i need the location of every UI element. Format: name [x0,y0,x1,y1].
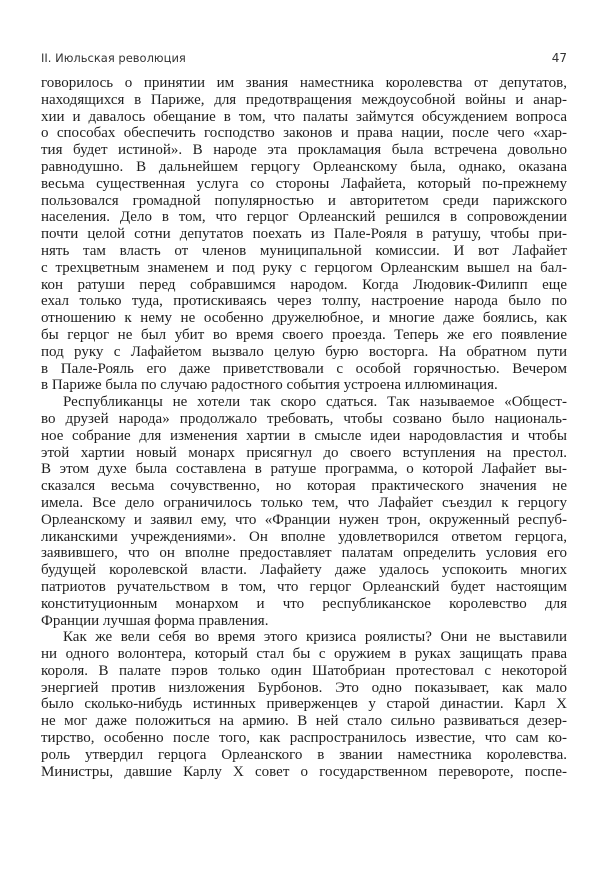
text-line: Как же вели себя во время этого кризиса роялисты? Они не выставили [63,629,567,646]
text-line: в Пале-Рояль его даже приветствовали с особой горячностью. Вечером [41,360,567,377]
text-line: имела. Все дело ограничилось только тем, что Лафайет съездил к герцогу [41,494,567,511]
page-number: 47 [551,51,567,65]
text-line: Республиканцы не хотели так скоро сдаться. Так называемое «Общест- [63,394,567,411]
text-line: В этом духе была составлена в ратуше программа, о которой Лафайет вы- [41,461,567,478]
text-line: роль утвердил герцога Орлеанского в звании наместника королевства. [41,746,567,763]
paragraph [41,75,567,394]
text-line: сказался весьма сочувственно, но которая практического значения не [41,478,567,495]
text-line: ликанскими учреждениями». Он вполне удовлетворился ответом герцога, [41,528,567,545]
text-line: было сколько-нибудь истинных приверженцев у старой династии. Карл X [41,696,567,713]
text-line: хии и давалось обещание в том, что палаты займутся обсуждением вопроса [41,108,567,125]
text-line: энергией против низложения Бурбонов. Это одно показывает, как мало [41,679,567,696]
chapter-title: II. Июльская революция [41,51,186,65]
text-line: Франции лучшая форма правления. [41,612,269,629]
text-line: бы герцог не был убит во время своего проезда. Теперь же его появление [41,326,567,343]
page-body-text [41,75,567,780]
text-line: кон ратуши перед собравшимся народом. Когда Людовик-Филипп еще [41,276,567,293]
running-header [41,51,567,69]
text-line: будущей королевской власти. Лафайету даже удалось успокоить многих [41,562,567,579]
text-line: тирство, особенно после того, как распространилось известие, что сам ко- [41,730,567,747]
text-line: весьма существенная услуга со стороны Лафайета, который по-прежнему [41,175,567,192]
paragraph [41,394,567,629]
text-line: нять там власть от членов муниципальной комиссии. И вот Лафайет [41,242,567,259]
text-line: не мог даже положиться на армию. В ней стало сильно развиваться дезер- [41,713,567,730]
text-line: населения. Дело в том, что герцог Орлеанский решился в сопровождении [41,209,567,226]
text-line: отношению к нему не особенно дружелюбное, и многие даже боялись, как [41,310,567,327]
text-line: с трехцветным знаменем и под руку с герцогом Орлеанским вышел на бал- [41,259,567,276]
text-line: Орлеанскому и заявил ему, что «Франции нужен трон, окруженный респуб- [41,511,567,528]
text-line: находящихся в Париже, для предотвращения междоусобной войны и анар- [41,91,567,108]
text-line: под руку с Лафайетом вызвало целую бурю восторга. На обратном пути [41,343,567,360]
text-line: равнодушно. В дальнейшем герцогу Орлеанскому была, однако, оказана [41,158,567,175]
text-line: пользовался громадной популярностью и авторитетом среди парижского [41,192,567,209]
text-line: заявившего, что он вполне предоставляет палатам определить условия его [41,545,567,562]
paragraph [41,629,567,780]
text-line: во друзей народа» продолжало требовать, чтобы созвано было националь- [41,410,567,427]
text-line: короля. В палате пэров только один Шатобриан протестовал с некоторой [41,662,567,679]
text-line: о способах обеспечить господство законов и права нации, после чего «хар- [41,125,567,142]
text-line: ехал только туда, протискиваясь через толпу, настроение народа было по [41,293,567,310]
text-line: патриотов ручательством в том, что герцог Орлеанский будет настоящим [41,578,567,595]
text-line: Министры, давшие Карлу X совет о государственном перевороте, поспе- [41,763,567,780]
text-line: говорилось о принятии им звания наместника королевства от депутатов, [41,75,567,91]
text-line: почти целой сотни депутатов поехать из Пале-Рояля в ратушу, чтобы при- [41,226,567,243]
text-line: ное собрание для изменения хартии в смысле идеи народовластия и чтобы [41,427,567,444]
text-line: тия будет истиной». В народе эта прокламация была встречена довольно [41,142,567,159]
text-line: ни одного волонтера, который стал бы с оружием в руках защищать права [41,646,567,663]
text-line: конституционным монархом и что республиканское королевство для [41,595,567,612]
text-line: в Париже была по случаю радостного события устроена иллюминация. [41,377,498,394]
text-line: этой хартии новый монарх присягнул до своего вступления на престол. [41,444,567,461]
